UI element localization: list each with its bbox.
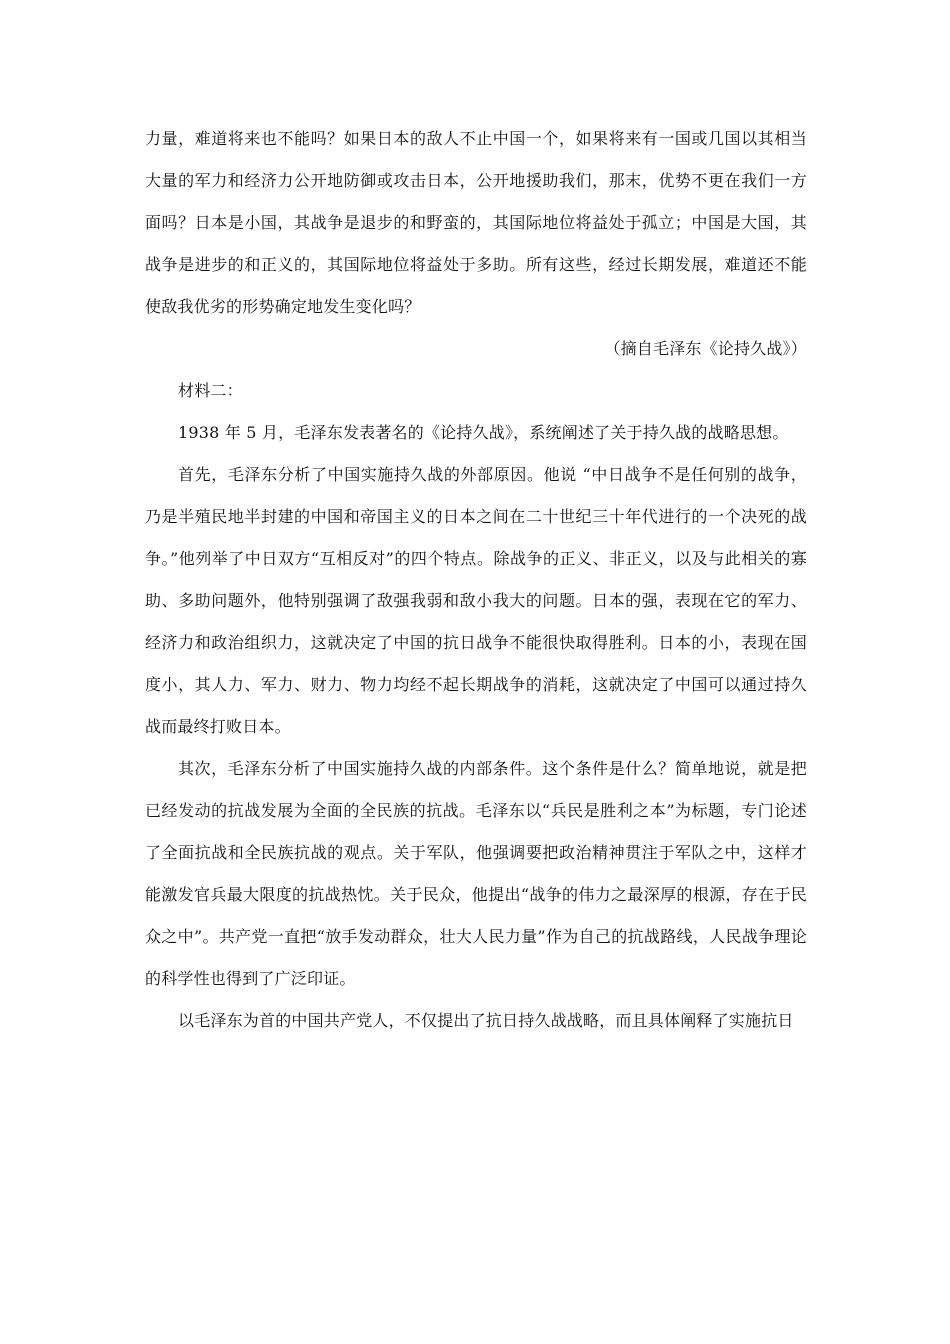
paragraph-internal-conditions: 其次，毛泽东分析了中国实施持久战的内部条件。这个条件是什么？简单地说，就是把已经发动的抗战发展为全面的全民族的抗战。毛泽东以“兵民是胜利之本”为标题，专门论述了全面抗战和全民族抗战的观点。关于军队，他强调要把政治精神贯注于军队之中，这样才能激发官兵最大限度的抗战热忱。关于民众，他提出“战争的伟力之最深厚的根源，存在于民众之中”。共产党一直把“放手发动群众，壮大人民力量”作为自己的抗战路线，人民战争理论的科学性也得到了广泛印证。	[145, 759, 807, 988]
paragraph-external-causes: 首先，毛泽东分析了中国实施持久战的外部原因。他说 “中日战争不是任何别的战争，乃是半殖民地半封建的中国和帝国主义的日本之间在二十世纪三十年代进行的一个决死的战争。”他列举了中日双方“互相反对”的四个特点。除战争的正义、非正义，以及与此相关的寡助、多助问题外，他特别强调了敌强我弱和敌小我大的问题。日本的强，表现在它的军力、经济力和政治组织力，这就决定了中国的抗日战争不能很快取得胜利。日本的小，表现在国度小，其人力、军力、财力、物力均经不起长期战争的消耗，这就决定了中国可以通过持久战而最终打败日本。	[145, 465, 807, 736]
paragraph-continuation: 力量，难道将来也不能吗？如果日本的敌人不止中国一个，如果将来有一国或几国以其相当大量的军力和经济力公开地防御或攻击日本，公开地援助我们，那末，优势不更在我们一方面吗？日本是小国，其战争是退步的和野蛮的，其国际地位将益处于孤立；中国是大国，其战争是进步的和正义的，其国际地位将益处于多助。所有这些，经过长期发展，难道还不能使敌我优劣的形势确定地发生变化吗？	[145, 129, 807, 316]
source-citation: （摘自毛泽东《论持久战》）	[604, 339, 807, 358]
material-two-heading: 材料二：	[178, 381, 243, 400]
paragraph-cpc-strategy: 以毛泽东为首的中国共产党人，不仅提出了抗日持久战战略，而且具体阐释了实施抗日	[178, 1011, 794, 1030]
document-page	[145, 118, 807, 1042]
paragraph-intro-1938: 1938 年 5 月，毛泽东发表著名的《论持久战》，系统阐述了关于持久战的战略思想。	[178, 423, 789, 442]
